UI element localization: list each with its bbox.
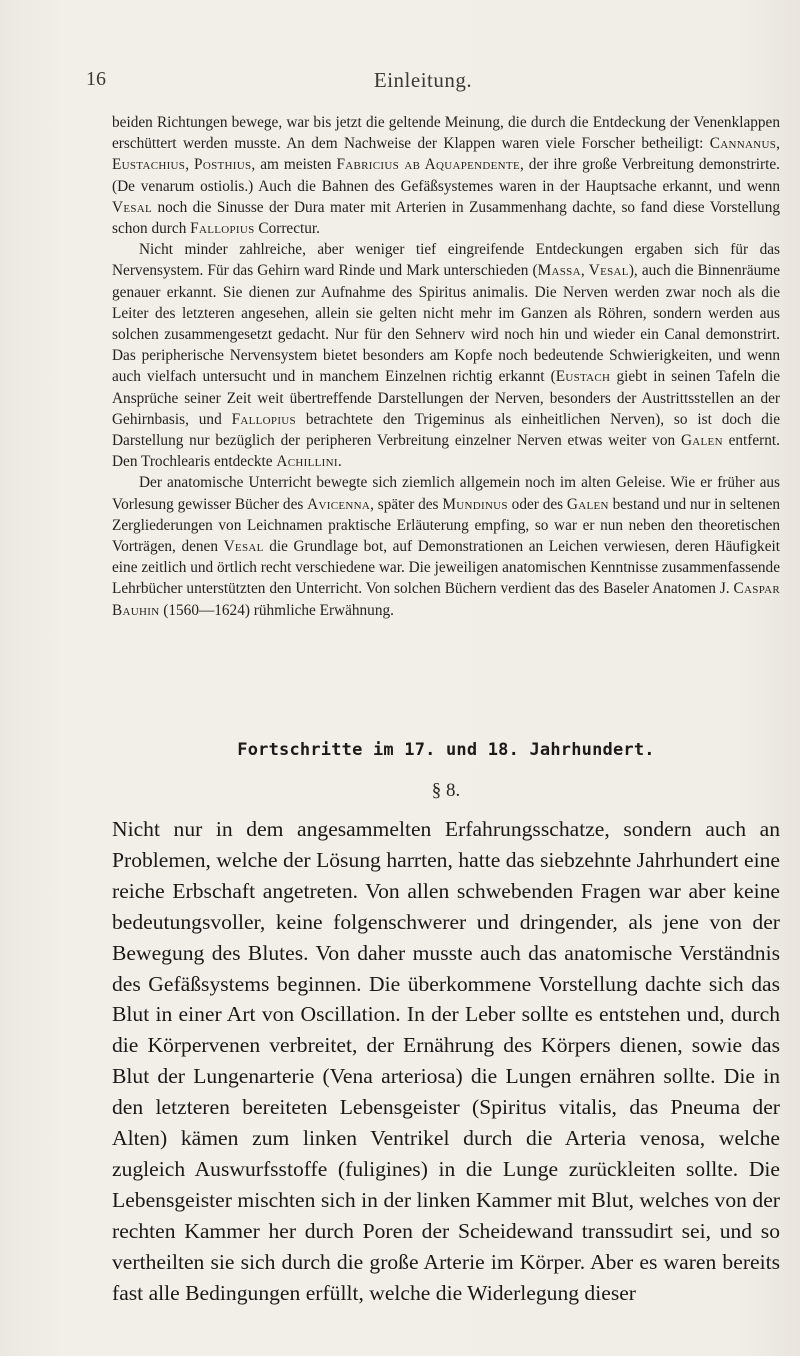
name-avicenna: Avicenna [307,495,371,513]
name-eustach: Eustach [555,368,611,386]
name-galen: Galen [680,432,723,450]
section-heading: Fortschritte im 17. und 18. Jahrhundert. [237,740,655,760]
page-header [86,68,760,98]
name-achillini: Achillini [276,453,338,471]
section-number: § 8. [431,780,461,801]
paragraph-nervous-system: Nicht minder zahlreiche, aber weniger tief eingreifende Entdeckungen ergaben sich für das Nervensystem. Für das Gehirn ward Rinde und Mark unterschieden (Massa, Vesal), auch die Binnenräume genauer erkannt. Sie dienen zur Aufnahme des Spiritus animalis. Die Nerven werden zwar noch als die Leiter des letzteren angesehen, allein sie gelten nicht mehr im Ganzen als Röhren, sondern werden aus solchen zusammengesetzt gedacht. Nur für den Sehnerv wird noch hin und wieder ein Canal demonstrirt. Das peripherische Nervensystem bietet besonders am Kopfe noch bedeutende Schwierigkeiten, und wenn auch vielfach untersucht und in manchem Einzelnen richtig erkannt (Eustach giebt in seinen Tafeln die Ansprüche seiner Zeit weit übertreffende Darstellungen der Nerven, besonders der Austrittsstellen an der Gehirnbasis, und Fallopius betrachtete den Trigeminus als einheitlichen Nerven), so ist doch die Darstellung nur bezüglich der peripheren Verbreitung einzelner Nerven etwas weiter von Galen entfernt. Den Trochlearis entdeckte Achillini. [112,241,781,471]
name-fallopius: Fallopius [190,220,255,238]
name-massa: Massa [537,262,581,280]
body-text [112,112,780,621]
page-number: 16 [86,68,106,90]
running-head: Einleitung. [373,68,473,92]
name-galen: Galen [566,495,609,513]
name-mundinus: Mundinus [442,495,508,513]
name-fallopius: Fallopius [231,410,296,428]
name-eustachius: Eustachius [112,156,186,174]
name-fabricius: Fabricius ab Aquapendente [336,156,520,174]
paragraph-venous-valves: beiden Richtungen bewege, war bis jetzt die geltende Meinung, die durch die Entdeckung der Venenklappen erschüttert werden musste. An dem Nachweise der Klappen waren viele Forscher betheiligt: Cannanus, Eustachius, Posthius, am meisten Fabricius ab Aquapendente, der ihre große Verbreitung demonstrirte. (De venarum ostiolis.) Auch die Bahnen des Gefäßsystemes waren in der Hauptsache erkannt, und wenn Vesal noch die Sinusse der Dura mater mit Arterien in Zusammenhang dachte, so fand diese Vorstellung schon durch Fallopius Correctur. [112,114,780,238]
name-vesal: Vesal [588,262,629,280]
paragraph-anatomical-teaching: Der anatomische Unterricht bewegte sich ziemlich allgemein noch im alten Geleise. Wie er früher aus Vorlesung gewisser Bücher des Avicenna, später des Mundinus oder des Galen bestand und nur in seltenen Zergliederungen von Leichnamen praktische Erläuterung empfing, so war er nun neben den theoretischen Vorträgen, denen Vesal die Grundlage bot, auf Demonstrationen an Leichen verwiesen, deren Häufigkeit eine zeitlich und örtlich recht verschiedene war. Die jeweiligen anatomischen Kenntnisse zusammenfassende Lehrbücher unterstützten den Unterricht. Von solchen Büchern verdient das des Baseler Anatomen J. Caspar Bauhin (1560—1624) rühmliche Erwähnung. [112,474,781,619]
name-posthius: Posthius [194,156,252,174]
name-cannanus: Cannanus [709,135,777,153]
name-bauhin: Caspar Bauhin [112,580,780,619]
paragraph-blood-circulation: Nicht nur in dem angesammelten Erfahrungsschatze, sondern auch an Problemen, welche der Lösung harrten, hatte das siebzehnte Jahrhundert eine reiche Erbschaft angetreten. Von allen schwebenden Fragen war aber keine bedeutungsvoller, keine folgenschwerer und dringender, als jene von der Bewegung des Blutes. Von daher musste auch das anatomische Verständnis des Gefäßsystems beginnen. Die überkommene Vorstellung dachte sich das Blut in einer Art von Oscillation. In der Leber sollte es entstehen und, durch die Körpervenen verbreitet, der Ernährung des Körpers dienen, sowie das Blut der Lungenarterie (Vena arteriosa) die Lungen ernähren sollte. Die in den letzteren bereiteten Lebensgeister (Spiritus vitalis, das Pneuma der Alten) kämen zum linken Ventrikel durch die Arteria venosa, welche zugleich Auswurfsstoffe (fuligines) in die Lunge zurückleiten sollte. Die Lebensgeister mischten sich in der linken Kammer mit Blut, welches von der rechten Kammer her durch Poren der Scheidewand transsudirt sei, und so vertheilten sie sich durch die große Arterie im Körper. Aber es waren bereits fast alle Bedingungen erfüllt, welche die Widerlegung dieser [112,817,780,1305]
section-text [112,814,780,1309]
name-vesal: Vesal [223,538,264,556]
name-vesal: Vesal [112,198,153,216]
